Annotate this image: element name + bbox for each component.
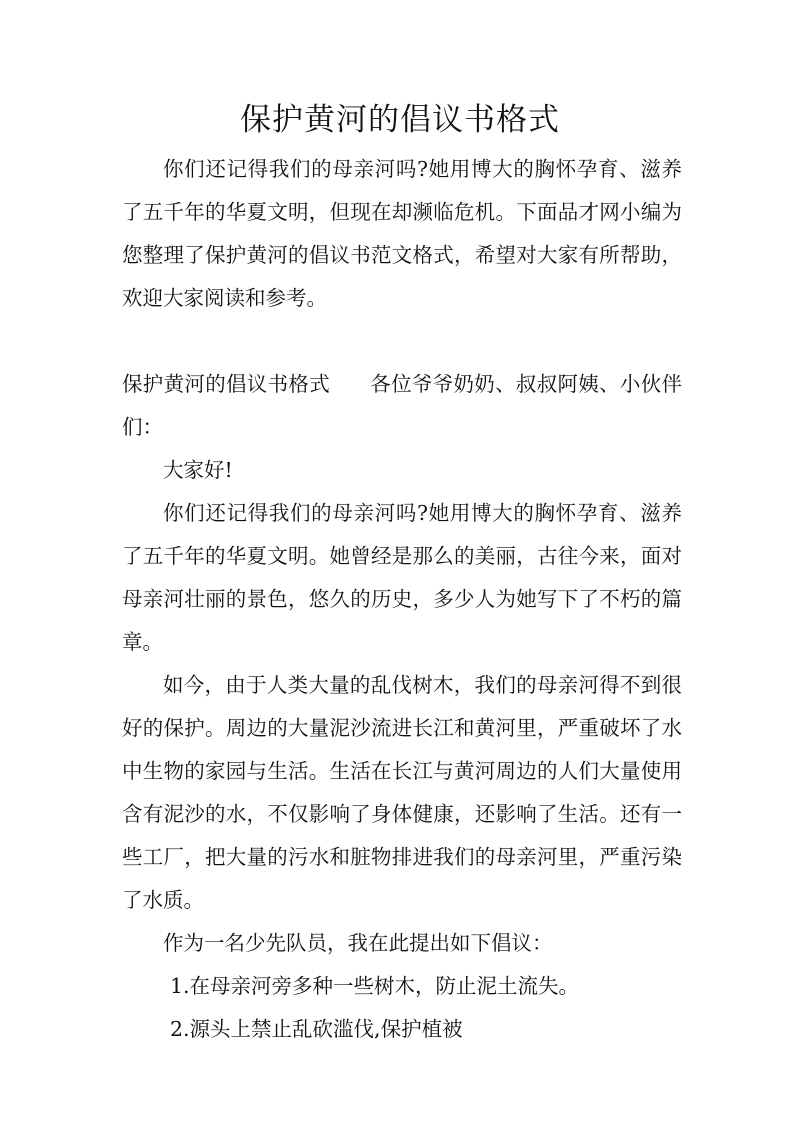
body-paragraph: 如今，由于人类大量的乱伐树木，我们的母亲河得不到很好的保护。周边的大量泥沙流进长江和黄河里，严重破坏了水中生物的家园与生活。生活在长江与黄河周边的人们大量使用含有泥沙的水，不仅影响了身体健康，还影响了生活。还有一些工厂，把大量的污水和脏物排进我们的母亲河里，严重污染了水质。 xyxy=(122,673,682,912)
document-title: 保护黄河的倡议书格式 xyxy=(240,102,560,138)
intro-paragraph: 你们还记得我们的母亲河吗?她用博大的胸怀孕育、滋养了五千年的华夏文明，但现在却濒临危机。下面品才网小编为您整理了保护黄河的倡议书范文格式，希望对大家有所帮助，欢迎大家阅读和参考。 xyxy=(122,157,682,310)
letter-heading-line xyxy=(122,363,682,449)
salutation: 各位爷爷奶奶、叔叔阿姨、小伙伴们： xyxy=(122,372,682,439)
proposal-item: 2.源头上禁止乱砍滥伐,保护植被 xyxy=(170,1017,463,1041)
greeting: 大家好! xyxy=(163,458,233,482)
proposal-item: 1.在母亲河旁多种一些树木，防止泥土流失。 xyxy=(170,974,580,998)
body-paragraph: 作为一名少先队员，我在此提出如下倡议： xyxy=(163,931,553,955)
document-body xyxy=(122,148,682,1051)
paragraph-gap xyxy=(122,320,682,363)
letter-heading: 保护黄河的倡议书格式 xyxy=(122,372,330,396)
body-paragraph: 你们还记得我们的母亲河吗?她用博大的胸怀孕育、滋养了五千年的华夏文明。她曾经是那么的美丽，古往今来，面对母亲河壮丽的景色，悠久的历史，多少人为她写下了不朽的篇章。 xyxy=(122,501,682,654)
